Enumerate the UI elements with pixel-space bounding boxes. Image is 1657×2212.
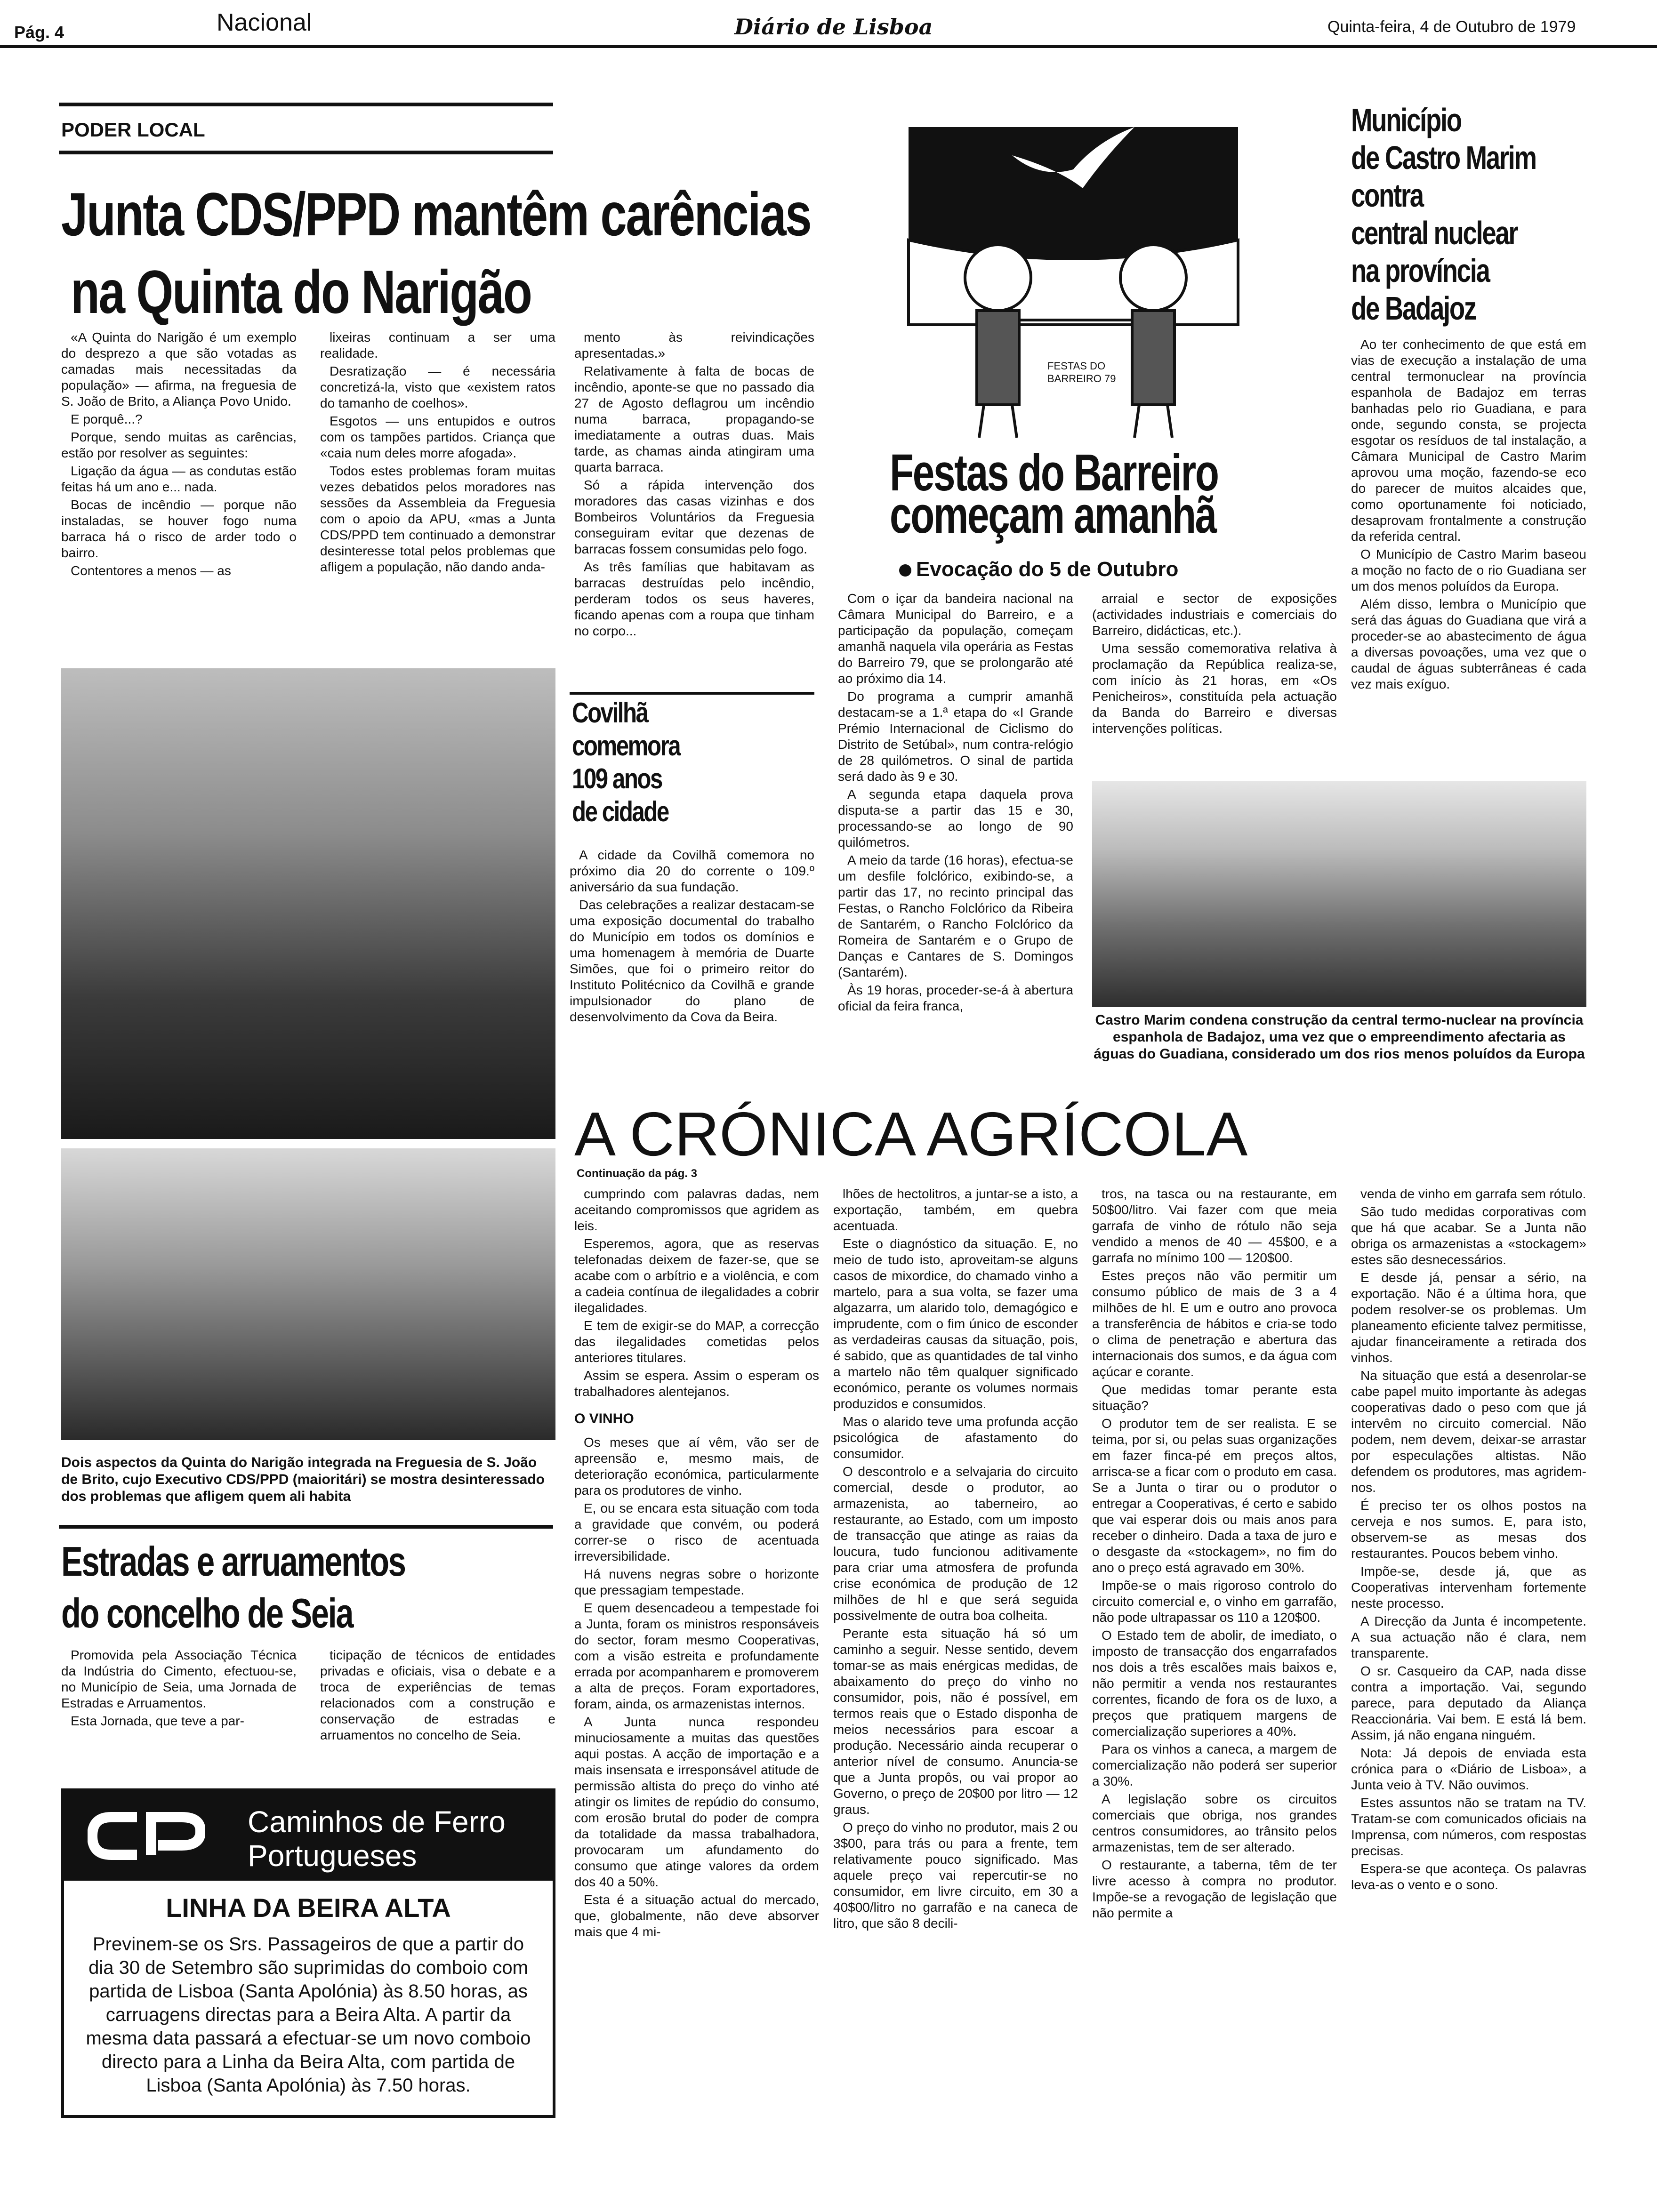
photo-caption-narigao: Dois aspectos da Quinta do Narigão integrada na Freguesia de S. João de Brito, cujo Executivo CDS/PPD (maioritári) se mostra desinteressado dos problemas que afligem quem ali habita	[61, 1455, 545, 1504]
article-castro-marim: Ao ter conhecimento de que está em vias de execução a instalação de uma central termonuclear na província espanhola de Badajoz em terras banhadas pelo rio Guadiana, e para onde, segundo consta, se projecta esgotar os resíduos de tal instalação, a Câmara Municipal de Castro Marim aprovou uma moção, fazendo-se eco do parecer de muitos alcaides que, como oportunamente foi noticiado, desaprovam frontalmente a construção da referida central. O Município de Castro Marim baseou a moção no facto de o rio Guadiana ser um dos menos poluídos da Europa. Além disso, lembra o Município que será das águas do Guadiana que virá a proceder-se ao abastecimento de água a diversas povoações, uma vez que o caudal de águas subterrâneas é cada vez mais exíguo.	[1351, 337, 1586, 691]
kicker-label: PODER LOCAL	[61, 119, 205, 141]
article-seia-col1: Promovida pela Associação Técnica da Indústria do Cimento, efectuou-se, no Município de Seia, uma Jornada de Estradas e Arruamentos. Esta Jornada, que teve a par-	[61, 1648, 297, 1728]
cp-banner	[64, 1791, 553, 1881]
poster-label-1: FESTAS DO	[1047, 360, 1106, 372]
article-covilha: A cidade da Covilhã comemora no próximo dia 20 do corrente o 109.º aniversário da sua fundação. Das celebrações a realizar destacam-se uma exposição documental do trabalho do Município em todos os domínios e uma homenagem à memória de Duarte Simões, que foi o primeiro reitor do Instituto Politécnico da Covilhã e grande impulsionador do plano de desenvolvimento da Cova da Beira.	[570, 848, 814, 1024]
subhead-barreiro: Evocação do 5 de Outubro	[899, 558, 1178, 581]
cp-company-line2: Portugueses	[248, 1839, 417, 1873]
cp-ad-body: Previnem-se os Srs. Passageiros de que a partir do dia 30 de Setembro são suprimidas do comboio com partida de Lisboa (Santa Apolónia) às 8.50 horas, as carruagens directas para a Beira Alta. A partir da mesma data passará a efectuar-se um novo comboio directo para a Linha da Beira Alta, com partida de Lisboa (Santa Apolónia) às 7.50 horas.	[86, 1934, 531, 2096]
headline-junta-line2: na Quinta do Narigão	[71, 257, 531, 326]
article-cronica-col4: venda de vinho em garrafa sem rótulo. São tudo medidas corporativas com que há que acabar. Se a Junta não obriga os armazenistas a «stockagem» estes são desnecessários. E desde já, pensar a sério, na exportação. Não é a última hora, que podem resolver-se os problemas. Um planeamento eficiente talvez permitisse, ajudar financeiramente a retirada dos vinhos. Na situação que está a desenrolar-se cabe papel muito importante às adegas cooperativas dado o peso com que já intervêm no circuito comercial. Não podem, nem devem, deixar-se arrastar por especulações altistas. Não defendem os produtores, mas agridem-nos. É preciso ter os olhos postos na cerveja e nos sumos. E, para isto, observem-se as mesas dos restaurantes. Poucos bebem vinho. Impõe-se, desde já, que as Cooperativas intervenham fortemente neste processo. A Direcção da Junta é incompetente. A sua actuação não é clara, nem transparente. O sr. Casqueiro da CAP, nada disse contra a importação. Vai, segundo parece, para deputado da Aliança Reaccionária. Vai bem. E está lá bem. Assim, já não engana ninguém. Nota: Já depois de enviada esta crónica para o «Diário de Lisboa», a Junta veio à TV. Não ouvimos. Estes assuntos não se tratam na TV. Tratam-se com comunicados oficiais na Imprensa, com números, com respostas precisas. Espera-se que aconteça. Os palavras leva-as o vento e o sono.	[1351, 1186, 1586, 1892]
headline-barreiro-line1: Festas do Barreiro	[890, 444, 1218, 502]
photo-castro-marim	[1092, 781, 1586, 1007]
article-junta-col2: lixeiras continuam a ser uma realidade. Desratização — é necessária concretizá-la, visto que «existem ratos do tamanho de coelhos». Esgotos — uns entupidos e outros com os tampões partidos. Criança que «caia num deles morre afogada». Todos estes problemas foram muitas vezes debatidos pelos moradores nas sessões da Assembleia da Freguesia com o apoio da APU, «mas a Junta CDS/PPD tem continuado a demonstrar desinteresse total pelos problemas que afligem a população, não dando anda-	[320, 330, 555, 574]
covilha-rule	[570, 692, 814, 695]
headline-barreiro-line2: começam amanhã	[890, 486, 1216, 544]
cronica-continuation: Continuação da pág. 3	[577, 1167, 698, 1180]
article-cronica-col2: lhões de hectolitros, a juntar-se a isto, a exportação, também, em quebra acentuada. Este o diagnóstico da situação. E, no meio de tudo isto, aproveitam-se alguns casos de mixordice, do chamado vinho a martelo, para a sua volta, se fazer uma algazarra, um alarido tolo, demagógico e imprudente, com o fim único de esconder as verdadeiras causas da situação, pois, é sabido, que as quantidades de tal vinho a martelo não têm qualquer significado económico, perante os volumes normais produzidos e consumidos. Mas o alarido teve uma profunda acção psicológica de afastamento do consumidor. O descontrolo e a selvajaria do circuito comercial, desde o produtor, ao armazenista, ao taberneiro, ao restaurante, ao Estado, com um imposto de transacção que atinge as raias da loucura, tudo funcionou aditivamente para criar uma atmosfera de profunda crise económica de produção de 12 milhões de hl e que será seguida possivelmente de outra boa colheita. Perante esta situação há só um caminho a seguir. Nesse sentido, devem tomar-se as mais enérgicas medidas, de abaixamento do preço do vinho no consumidor, pois, não é possível, em termos reais que o Estado disponha de meios necessários para escoar a produção. Necessário ainda recuperar o anterior nível de consumo. Anuncia-se que a Junta propôs, ou vai propor ao Governo, o preço de 20$00 por litro — 12 graus. O preço do vinho no produtor, mais 2 ou 3$00, para trás ou para a frente, tem relativamente pouco significado. Mas aquele preço vai repercutir-se no consumidor, em livre circuito, em 30 a 40$00/litro no garrafão e na caneca de litro, que são 8 decili-	[833, 1186, 1078, 1931]
subhead-vinho: O VINHO	[574, 1411, 634, 1427]
article-barreiro-col2: arraial e sector de exposições (actividades industriais e comerciais do Barreiro, didácticas, etc.). Uma sessão comemorativa relativa à proclamação da República realiza-se, com início às 21 horas, em «Os Penicheiros», constituída pela actuação da Banda do Barreiro e diversas intervenções políticas.	[1092, 591, 1337, 736]
article-cronica-col3: tros, na tasca ou na restaurante, em 50$00/litro. Vai fazer com que meia garrafa de vinho de rótulo não seja vendido a menos de 40 — 45$00, e a garrafa no mínimo 100 — 120$00. Estes preços não vão permitir um consumo público de mais de 3 a 4 milhões de hl. E um e outro ano provoca a transferência de hábitos e cria-se todo o clima de penetração e abertura das internacionais dos sumos, e da água com açúcar e corante. Que medidas tomar perante esta situação? O produtor tem de ser realista. E se teima, por si, ou pelas suas organizações em fazer finca-pé em preços altos, arrisca-se a ficar com o produto em casa. Se a Junta o tirar ou o produtor o entregar a Cooperativas, é certo e sabido que vai esperar dois ou mais anos para receber o dinheiro. Dada a taxa de juro e o desgaste da «stockagem», no fim do ano o preço está agravado em 30%. Impõe-se o mais rigoroso controlo do circuito comercial e, o vinho em garrafão, não pode ultrapassar os 110 a 120$00. O Estado tem de abolir, de imediato, o imposto de transacção dos engarrafados nos dois a três escalões mais baixos e, não permitir a venda nos restaurantes correntes, ficando de fora os de luxo, a preços que pratiquem margens de comercialização superiores a 40%. Para os vinhos a caneca, a margem de comercialização não poderá ser superior a 30%. A legislação sobre os circuitos comerciais que obriga, nos grandes centros consumidores, ao trânsito pelos armazenistas, tem de ser alterado. O restaurante, a taberna, têm de ter livre acesso à compra no produtor. Impõe-se a revogação de legislação que não permite a	[1092, 1186, 1337, 1920]
poster-label-2: BARREIRO 79	[1047, 373, 1116, 385]
article-junta-col1: «A Quinta do Narigão é um exemplo do desprezo a que são votadas as camadas mais necessitadas da população» — afirma, na freguesia de S. João de Brito, a Aliança Povo Unido. E porquê...? Porque, sendo muitas as carências, estão por resolver as seguintes: Ligação da água — as condutas estão feitas há um ano e... nada. Bocas de incêndio — porque não instaladas, se houver fogo numa barraca há o risco de arder todo o bairro. Contentores a menos — as	[61, 330, 297, 578]
section-name: Nacional	[217, 9, 312, 36]
photo-quinta-narigao-1	[61, 668, 555, 1139]
photo-quinta-narigao-2	[61, 1148, 555, 1440]
headline-seia-line1: Estradas e arruamentos	[61, 1538, 405, 1585]
cp-logo-icon	[88, 1808, 205, 1866]
seia-rule	[59, 1525, 553, 1529]
page-number: Pág. 4	[14, 23, 64, 42]
cp-ad-title: LINHA DA BEIRA ALTA	[166, 1893, 451, 1923]
kicker-rule-bottom	[59, 151, 553, 154]
cp-advertisement	[61, 1788, 555, 2118]
newspaper-title: Diário de Lisboa	[734, 14, 933, 40]
issue-date: Quinta-feira, 4 de Outubro de 1979	[1327, 18, 1576, 36]
article-junta-col3: mento às reivindicações apresentadas.» Relativamente à falta de bocas de incêndio, aponte-se que no passado dia 27 de Agosto deflagrou um incêndio numa barraca, propagando-se imediatamente a outras duas. Mais tarde, as chamas ainda atingiram uma quarta barraca. Só a rápida intervenção dos moradores das casas vizinhas e dos Bombeiros Voluntários da Freguesia conseguiram evitar que dezenas de barracas fossem consumidas pelo fogo. As três famílias que habitavam as barracas destruídas pelo incêndio, perderam todos os seus haveres, ficando apenas com a roupa que tinham no corpo...	[574, 330, 814, 638]
festas-barreiro-illustration	[871, 99, 1276, 457]
photo-caption-castro-marim: Castro Marim condena construção da central termo-nuclear na província espanhola de Badajoz, uma vez que o empreendimento afectaria as águas do Guadiana, considerado um dos rios menos poluídos da Europa	[1094, 1012, 1585, 1062]
article-cronica-col1: cumprindo com palavras dadas, nem aceitando compromissos que agridem as leis. Esperemos, agora, que as reservas telefonadas deixem de fazer-se, que se acabe com o arbítrio e a violência, e com a cadeia contínua de ilegalidades a cobrir ilegalidades. E tem de exigir-se do MAP, a correcção das ilegalidades cometidas pelos anteriores titulares. Assim se espera. Assim o esperam os trabalhadores alentejanos. O VINHO Os meses que aí vêm, vão ser de apreensão e, mesmo mais, de deterioração económica, particularmente para os produtores de vinho. E, ou se encara esta situação com toda a gravidade que convém, ou poderá correr-se o risco de acentuada irreversibilidade. Há nuvens negras sobre o horizonte que pressagiam tempestade. E quem desencadeou a tempestade foi a Junta, foram os ministros responsáveis do sector, foram mesmo Cooperativas, com a visão estreita e profundamente errada por acompanharem e promoverem a alta de preços. Foram exportadores, foram, ainda, os armazenistas internos. A Junta nunca respondeu minuciosamente a muitas das questões aqui postas. A acção de importação e a mais insensata e irresponsável atitude de permissão altista do preço do vinho até atingir os limites de repúdio do consumo, com erosão brutal do poder de compra da totalidade da massa trabalhadora, provocaram um afundamento do consumo que atinge valores da ordem dos 40 a 50%. Esta é a situação actual do mercado, que, globalmente, não deve absorver mais que 4 mi-	[574, 1186, 819, 1939]
masthead-rule	[0, 45, 1657, 48]
kicker-rule-top	[59, 103, 553, 106]
headline-cronica: A CRÓNICA AGRÍCOLA	[574, 1099, 1248, 1169]
article-barreiro-col1: Com o içar da bandeira nacional na Câmara Municipal do Barreiro, e a participação da população, começam amanhã naquela vila operária as Festas do Barreiro 79, que se prolongarão até ao próximo dia 14. Do programa a cumprir amanhã destacam-se a 1.ª etapa do «I Grande Prémio Internacional de Ciclismo do Distrito de Setúbal», num contra-relógio de 28 quilómetros. O sinal de partida será dado às 9 e 30. A segunda etapa daquela prova disputa-se a partir das 15 e 30, processando-se ao longo de 90 quilómetros. A meio da tarde (16 horas), efectua-se um desfile folclórico, exibindo-se, a partir das 17, no recinto principal das Festas, o Rancho Folclórico da Ribeira de Santarém, o Rancho Folclórico da Romeira de Santarém e o Grupo de Danças e Cantares de S. Domingos (Santarém). Às 19 horas, proceder-se-á à abertura oficial da feira franca,	[838, 591, 1073, 1013]
article-seia-col2: ticipação de técnicos de entidades privadas e oficiais, visa o debate e a troca de experiências de temas relacionados com a construção e conservação de estradas e arruamentos no concelho de Seia.	[320, 1648, 555, 1742]
cp-company-line1: Caminhos de Ferro	[248, 1805, 506, 1839]
headline-seia-line2: do concelho de Seia	[61, 1590, 353, 1636]
headline-junta-line1: Junta CDS/PPD mantêm carências	[61, 180, 811, 248]
bullet-icon	[899, 564, 911, 577]
headline-castro-marim: Município de Castro Marim contra central nuclear na província de Badajoz	[1351, 102, 1536, 327]
barreiro-poster	[871, 99, 1276, 457]
headline-covilha: Covilhã comemora 109 anos de cidade	[572, 697, 680, 827]
